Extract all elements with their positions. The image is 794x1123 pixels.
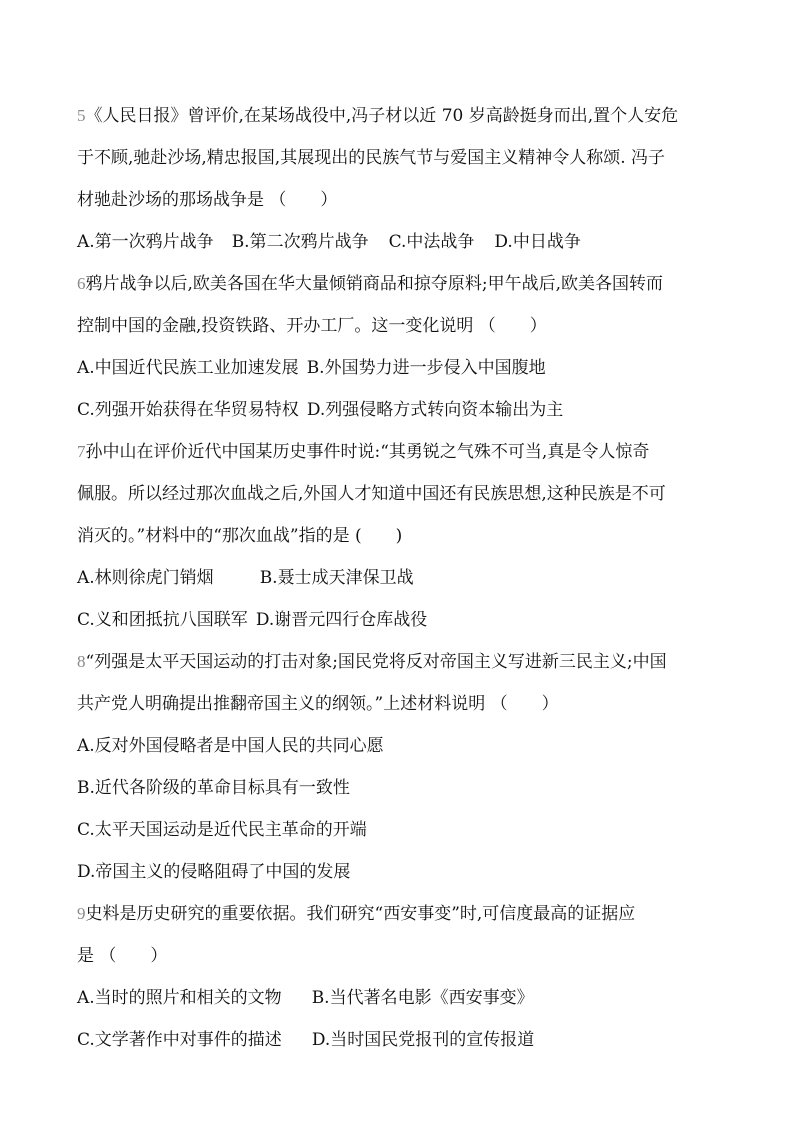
question-9-line-1 [77,902,635,926]
question-8-line-2: 共产党人明确提出推翻帝国主义的纲领。”上述材料说明 （ ） [77,694,559,714]
option-c: C.中法战争 [388,232,475,252]
option-a: A.当时的照片和相关的文物 [77,988,282,1008]
option-b: B.当代著名电影《西安事变》 [311,988,534,1008]
option-c: C.文学著作中对事件的描述 [77,1030,282,1050]
question-number: 8 [77,652,86,671]
question-9-options-row-2 [77,1028,534,1052]
question-8-line-1 [77,650,667,674]
question-number: 7 [77,442,86,461]
option-c: C.太平天国运动是近代民主革命的开端 [77,820,367,840]
option-a: A.林则徐虎门销烟 [77,568,214,588]
question-number: 6 [77,274,86,293]
question-7-line-2: 佩服。所以经过那次血战之后,外国人才知道中国还有民族思想,这种民族是不可 [77,484,666,504]
option-d: D.中日战争 [494,232,581,252]
question-5-line-2: 于不顾,驰赴沙场,精忠报国,其展现出的民族气节与爱国主义精神令人称颂. 冯子 [77,148,666,168]
option-a: A.中国近代民族工业加速发展 [77,358,299,378]
question-text: 《人民日报》曾评价,在某场战役中,冯子材以近 70 岁高龄挺身而出,置个人安危 [85,106,679,126]
option-d: D.帝国主义的侵略阻碍了中国的发展 [77,862,351,882]
question-7-options-row-1 [77,566,414,590]
question-7-options-row-2 [77,608,427,632]
question-number: 9 [77,904,86,923]
question-5-line-3: 材驰赴沙场的那场战争是 （ ） [77,190,338,210]
option-d: D.谢晋元四行仓库战役 [255,610,428,630]
question-9-options-row-1 [77,986,534,1010]
option-d: D.列强侵略方式转向资本输出为主 [306,400,564,420]
option-c: C.义和团抵抗八国联军 [77,610,248,630]
question-5-line-1 [77,104,678,128]
option-a: A.反对外国侵略者是中国人民的共同心愿 [77,736,384,756]
question-9-line-2: 是 （ ） [77,946,168,966]
option-b: B.聂士成天津保卫战 [259,568,414,588]
option-d: D.当时国民党报刊的宣传报道 [311,1030,535,1050]
option-b: B.第二次鸦片战争 [231,232,369,252]
option-c: C.列强开始获得在华贸易特权 [77,400,299,420]
option-b: B.外国势力进一步侵入中国腹地 [306,358,546,378]
question-6-line-2: 控制中国的金融,投资铁路、开办工厂。这一变化说明 （ ） [77,316,547,336]
question-7-line-3: 消灭的。”材料中的“那次血战”指的是 ( ) [77,526,403,546]
question-text: 鸦片战争以后,欧美各国在华大量倾销商品和掠夺原料;甲午战后,欧美各国转而 [85,274,664,294]
question-6-options-row-1 [77,356,546,380]
question-7-line-1 [77,440,649,464]
question-text: 史料是历史研究的重要依据。我们研究“西安事变”时,可信度最高的证据应 [85,904,636,924]
question-text: “列强是太平天国运动的打击对象;国民党将反对帝国主义写进新三民主义;中国 [85,652,667,672]
option-b: B.近代各阶级的革命目标具有一致性 [77,778,350,798]
question-6-options-row-2 [77,398,563,422]
question-5-options [77,230,581,254]
question-6-line-1 [77,272,663,296]
option-a: A.第一次鸦片战争 [77,232,214,252]
question-text: 孙中山在评价近代中国某历史事件时说:“其勇锐之气殊不可当,真是令人惊奇 [85,442,650,462]
question-number: 5 [77,106,86,125]
